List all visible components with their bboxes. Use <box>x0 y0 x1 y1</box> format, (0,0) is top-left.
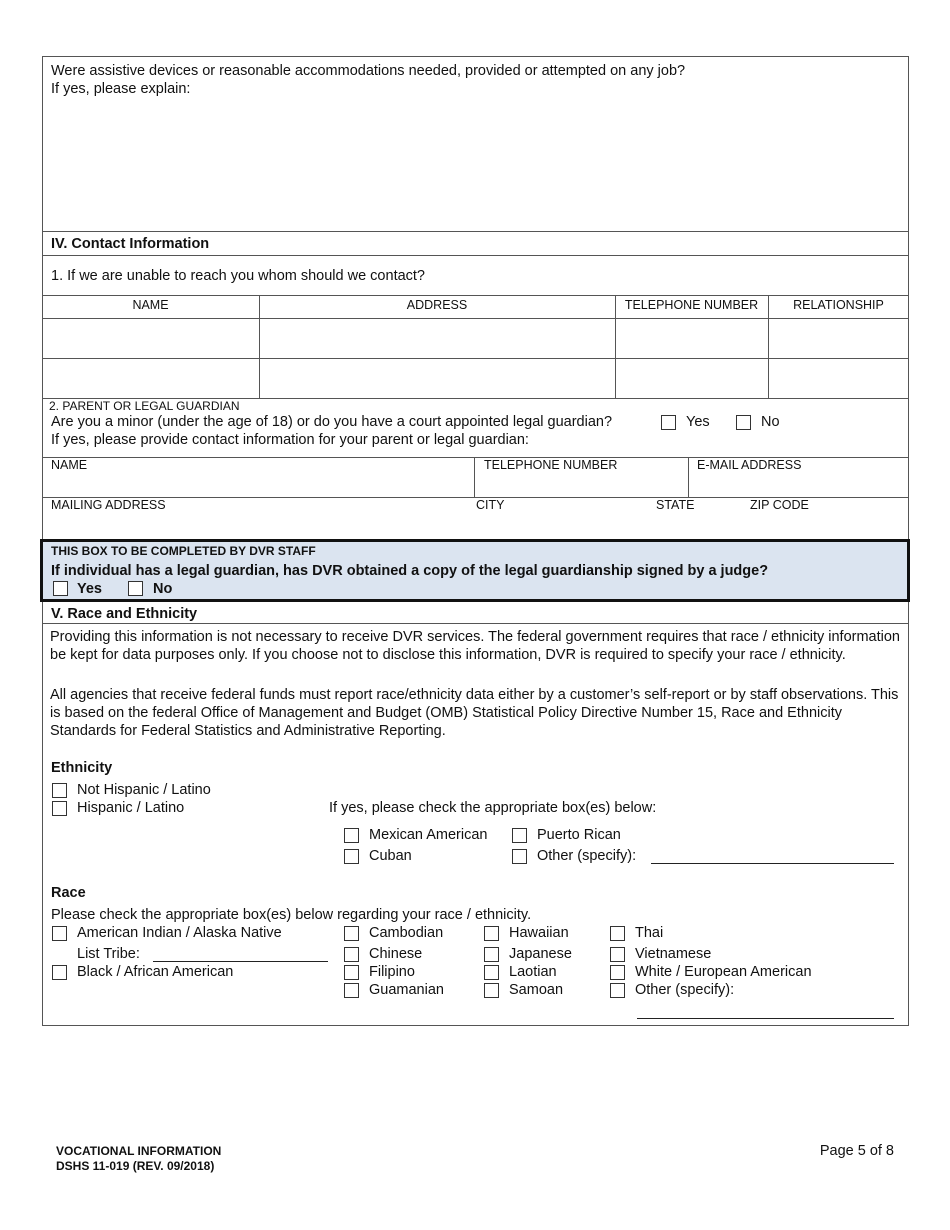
field-divider <box>688 457 689 497</box>
guardian-phone-input[interactable] <box>476 474 686 496</box>
chinese-checkbox[interactable] <box>344 947 359 962</box>
staff-box-title: THIS BOX TO BE COMPLETED BY DVR STAFF <box>51 544 316 558</box>
guardian-email-input[interactable] <box>690 474 907 496</box>
col-header-relationship: RELATIONSHIP <box>793 298 884 312</box>
guardian-zip-label: ZIP CODE <box>750 498 809 512</box>
accommodations-explain-field[interactable] <box>46 100 904 228</box>
contact-2-name-cell[interactable] <box>43 359 258 397</box>
list-tribe-input[interactable] <box>153 961 328 962</box>
contact-1-telephone-cell[interactable] <box>616 319 767 357</box>
contact-section-heading: IV. Contact Information <box>51 236 210 252</box>
race-section-heading: V. Race and Ethnicity <box>51 606 198 622</box>
accommodations-question: Were assistive devices or reasonable accommodations needed, provided or attempted on any job? <box>51 63 686 79</box>
footer-form-number: DSHS 11-019 (REV. 09/2018) <box>56 1159 215 1173</box>
col-header-telephone: TELEPHONE NUMBER <box>624 298 759 312</box>
black-label: Black / African American <box>77 964 234 980</box>
staff-yes-checkbox[interactable] <box>53 581 68 596</box>
filipino-checkbox[interactable] <box>344 965 359 980</box>
thai-checkbox[interactable] <box>610 926 625 941</box>
puerto-rican-label: Puerto Rican <box>537 827 621 843</box>
race-paragraph-2: All agencies that receive federal funds must report race/ethnicity data either by a customer’s self-report or by staff observations. This is based on the federal Office of Management and Budget (OMB) Statistical Policy Directive Number 15, Race and Ethnicity Standards for Federal Statistics and Administrative Reporting. <box>50 687 899 739</box>
guardian-city-label: CITY <box>476 498 505 512</box>
guardian-zip-input[interactable] <box>744 514 904 536</box>
not-hispanic-label: Not Hispanic / Latino <box>77 782 211 798</box>
race-other-input[interactable] <box>637 1018 894 1019</box>
guardian-phone-label: TELEPHONE NUMBER <box>484 458 618 472</box>
guamanian-label: Guamanian <box>369 982 444 998</box>
race-other-label: Other (specify): <box>635 982 735 998</box>
japanese-label: Japanese <box>509 946 572 962</box>
guardian-question: Are you a minor (under the age of 18) or do you have a court appointed legal guardian? <box>51 414 613 430</box>
cambodian-label: Cambodian <box>369 925 444 941</box>
contact-question: 1. If we are unable to reach you whom should we contact? <box>51 268 425 284</box>
contact-2-relationship-cell[interactable] <box>769 359 908 397</box>
contact-1-relationship-cell[interactable] <box>769 319 908 357</box>
guardian-name-input[interactable] <box>44 474 472 496</box>
guardian-instruction: If yes, please provide contact information for your parent or legal guardian: <box>51 432 529 448</box>
hispanic-subprompt: If yes, please check the appropriate box(es) below: <box>329 800 657 816</box>
col-header-name: NAME <box>132 298 169 312</box>
guardian-yes-checkbox[interactable] <box>661 415 676 430</box>
american-indian-checkbox[interactable] <box>52 926 67 941</box>
guardian-name-label: NAME <box>51 458 88 472</box>
staff-no-checkbox[interactable] <box>128 581 143 596</box>
divider <box>42 623 909 624</box>
race-prompt: Please check the appropriate box(es) below regarding your race / ethnicity. <box>51 907 532 923</box>
black-checkbox[interactable] <box>52 965 67 980</box>
footer-form-title: VOCATIONAL INFORMATION <box>56 1144 222 1158</box>
contact-1-name-cell[interactable] <box>43 319 258 357</box>
staff-no-label: No <box>153 581 173 597</box>
list-tribe-label: List Tribe: <box>77 946 140 962</box>
race-heading: Race <box>51 885 86 901</box>
vietnamese-checkbox[interactable] <box>610 947 625 962</box>
white-checkbox[interactable] <box>610 965 625 980</box>
samoan-checkbox[interactable] <box>484 983 499 998</box>
guardian-state-label: STATE <box>656 498 695 512</box>
american-indian-label: American Indian / Alaska Native <box>77 925 282 941</box>
filipino-label: Filipino <box>369 964 415 980</box>
race-paragraph-1: Providing this information is not necessary to receive DVR services. The federal government requires that race / ethnicity information be kept for data purposes only. If you choose not to disclose this information, DVR is required to specify your race / ethnicity. <box>50 629 900 663</box>
guardian-state-input[interactable] <box>650 514 740 536</box>
field-divider <box>474 457 475 497</box>
race-other-checkbox[interactable] <box>610 983 625 998</box>
staff-box-question: If individual has a legal guardian, has DVR obtained a copy of the legal guardianship signed by a judge? <box>51 563 769 579</box>
hawaiian-label: Hawaiian <box>509 925 569 941</box>
laotian-checkbox[interactable] <box>484 965 499 980</box>
accommodations-explain-label: If yes, please explain: <box>51 81 191 97</box>
guardian-email-label: E-MAIL ADDRESS <box>697 458 802 472</box>
divider <box>42 295 909 296</box>
mexican-american-checkbox[interactable] <box>344 828 359 843</box>
hispanic-checkbox[interactable] <box>52 801 67 816</box>
thai-label: Thai <box>635 925 664 941</box>
ethnicity-other-label: Other (specify): <box>537 848 637 864</box>
vietnamese-label: Vietnamese <box>635 946 712 962</box>
white-label: White / European American <box>635 964 812 980</box>
guardian-mailing-label: MAILING ADDRESS <box>51 498 166 512</box>
footer-page-number: Page 5 of 8 <box>819 1143 894 1159</box>
japanese-checkbox[interactable] <box>484 947 499 962</box>
col-header-address: ADDRESS <box>406 298 468 312</box>
samoan-label: Samoan <box>509 982 564 998</box>
puerto-rican-checkbox[interactable] <box>512 828 527 843</box>
ethnicity-other-input[interactable] <box>651 863 894 864</box>
cuban-checkbox[interactable] <box>344 849 359 864</box>
cambodian-checkbox[interactable] <box>344 926 359 941</box>
guardian-no-checkbox[interactable] <box>736 415 751 430</box>
hawaiian-checkbox[interactable] <box>484 926 499 941</box>
contact-1-address-cell[interactable] <box>260 319 614 357</box>
not-hispanic-checkbox[interactable] <box>52 783 67 798</box>
divider <box>42 255 909 256</box>
staff-yes-label: Yes <box>77 581 102 597</box>
guardian-no-label: No <box>761 414 780 430</box>
ethnicity-heading: Ethnicity <box>51 760 113 776</box>
chinese-label: Chinese <box>369 946 423 962</box>
guardian-mailing-input[interactable] <box>44 514 472 536</box>
guardian-yes-label: Yes <box>686 414 710 430</box>
ethnicity-other-checkbox[interactable] <box>512 849 527 864</box>
cuban-label: Cuban <box>369 848 412 864</box>
guardian-city-input[interactable] <box>476 514 646 536</box>
divider <box>42 231 909 232</box>
mexican-american-label: Mexican American <box>369 827 488 843</box>
hispanic-label: Hispanic / Latino <box>77 800 185 816</box>
contact-2-telephone-cell[interactable] <box>616 359 767 397</box>
contact-2-address-cell[interactable] <box>260 359 614 397</box>
laotian-label: Laotian <box>509 964 557 980</box>
guardian-label: 2. PARENT OR LEGAL GUARDIAN <box>49 399 240 413</box>
guamanian-checkbox[interactable] <box>344 983 359 998</box>
